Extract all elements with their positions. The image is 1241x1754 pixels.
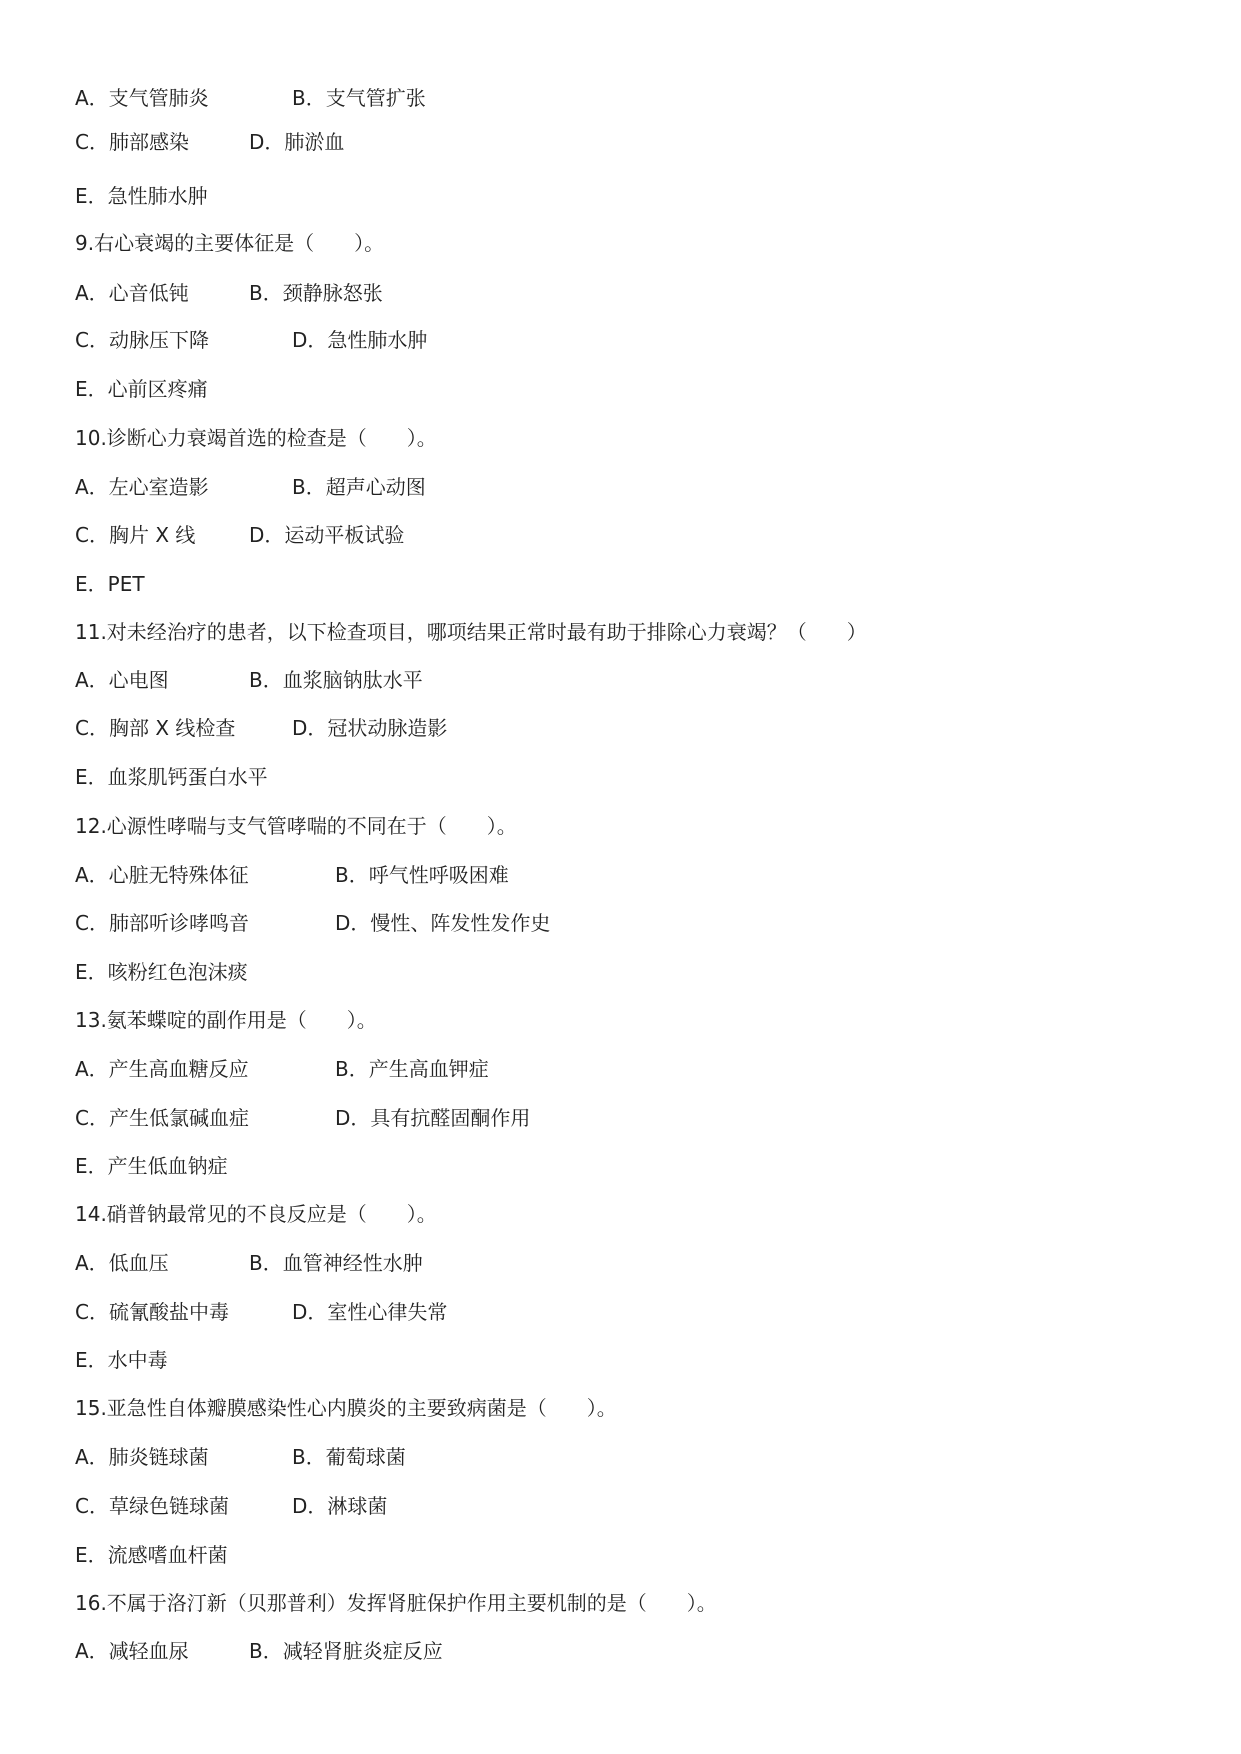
option-a: A．支气管肺炎 bbox=[75, 86, 209, 110]
option-d: D．室性心律失常 bbox=[292, 1300, 448, 1324]
option-e: E．咳粉红色泡沫痰 bbox=[75, 960, 248, 984]
option-b: B．颈静脉怒张 bbox=[249, 281, 383, 305]
option-c: C．草绿色链球菌 bbox=[75, 1494, 229, 1518]
option-b: B．血浆脑钠肽水平 bbox=[249, 668, 423, 692]
option-a: A．低血压 bbox=[75, 1251, 169, 1275]
option-b: B．呼气性呼吸困难 bbox=[335, 863, 509, 887]
question-text: 15.亚急性自体瓣膜感染性心内膜炎的主要致病菌是（ ）。 bbox=[75, 1396, 617, 1420]
option-c: C．产生低氯碱血症 bbox=[75, 1106, 249, 1130]
question-text: 12.心源性哮喘与支气管哮喘的不同在于（ ）。 bbox=[75, 814, 517, 838]
option-b: B．减轻肾脏炎症反应 bbox=[249, 1639, 443, 1663]
option-b: B．产生高血钾症 bbox=[335, 1057, 489, 1081]
option-a: A．心电图 bbox=[75, 668, 169, 692]
option-e: E．血浆肌钙蛋白水平 bbox=[75, 765, 268, 789]
question-text: 11.对未经治疗的患者，以下检查项目，哪项结果正常时最有助于排除心力衰竭？（ ） bbox=[75, 620, 867, 644]
option-e: E．水中毒 bbox=[75, 1348, 168, 1372]
question-text: 9.右心衰竭的主要体征是（ ）。 bbox=[75, 231, 385, 255]
option-d: D．慢性、阵发性发作史 bbox=[335, 911, 551, 935]
option-b: B．支气管扩张 bbox=[292, 86, 426, 110]
option-e: E．心前区疼痛 bbox=[75, 377, 208, 401]
option-a: A．肺炎链球菌 bbox=[75, 1445, 209, 1469]
option-a: A．左心室造影 bbox=[75, 475, 209, 499]
option-d: D．急性肺水肿 bbox=[292, 328, 428, 352]
option-d: D．肺淤血 bbox=[249, 130, 345, 154]
option-d: D．淋球菌 bbox=[292, 1494, 388, 1518]
option-e: E．PET bbox=[75, 572, 145, 596]
option-d: D．运动平板试验 bbox=[249, 523, 405, 547]
option-a: A．减轻血尿 bbox=[75, 1639, 189, 1663]
option-c: C．硫氰酸盐中毒 bbox=[75, 1300, 229, 1324]
option-c: C．胸片 X 线 bbox=[75, 523, 196, 547]
option-d: D．冠状动脉造影 bbox=[292, 716, 448, 740]
option-b: B．血管神经性水肿 bbox=[249, 1251, 423, 1275]
option-a: A．心脏无特殊体征 bbox=[75, 863, 249, 887]
option-e: E．急性肺水肿 bbox=[75, 184, 208, 208]
option-c: C．胸部 X 线检查 bbox=[75, 716, 236, 740]
option-a: A．心音低钝 bbox=[75, 281, 189, 305]
question-text: 14.硝普钠最常见的不良反应是（ ）。 bbox=[75, 1202, 437, 1226]
option-c: C．肺部感染 bbox=[75, 130, 189, 154]
question-text: 16.不属于洛汀新（贝那普利）发挥肾脏保护作用主要机制的是（ ）。 bbox=[75, 1591, 717, 1615]
option-a: A．产生高血糖反应 bbox=[75, 1057, 249, 1081]
question-text: 10.诊断心力衰竭首选的检查是（ ）。 bbox=[75, 426, 437, 450]
option-e: E．流感嗜血杆菌 bbox=[75, 1543, 228, 1567]
option-c: C．肺部听诊哮鸣音 bbox=[75, 911, 249, 935]
option-b: B．葡萄球菌 bbox=[292, 1445, 406, 1469]
option-c: C．动脉压下降 bbox=[75, 328, 209, 352]
option-e: E．产生低血钠症 bbox=[75, 1154, 228, 1178]
option-d: D．具有抗醛固酮作用 bbox=[335, 1106, 531, 1130]
option-b: B．超声心动图 bbox=[292, 475, 426, 499]
question-text: 13.氨苯蝶啶的副作用是（ ）。 bbox=[75, 1008, 377, 1032]
